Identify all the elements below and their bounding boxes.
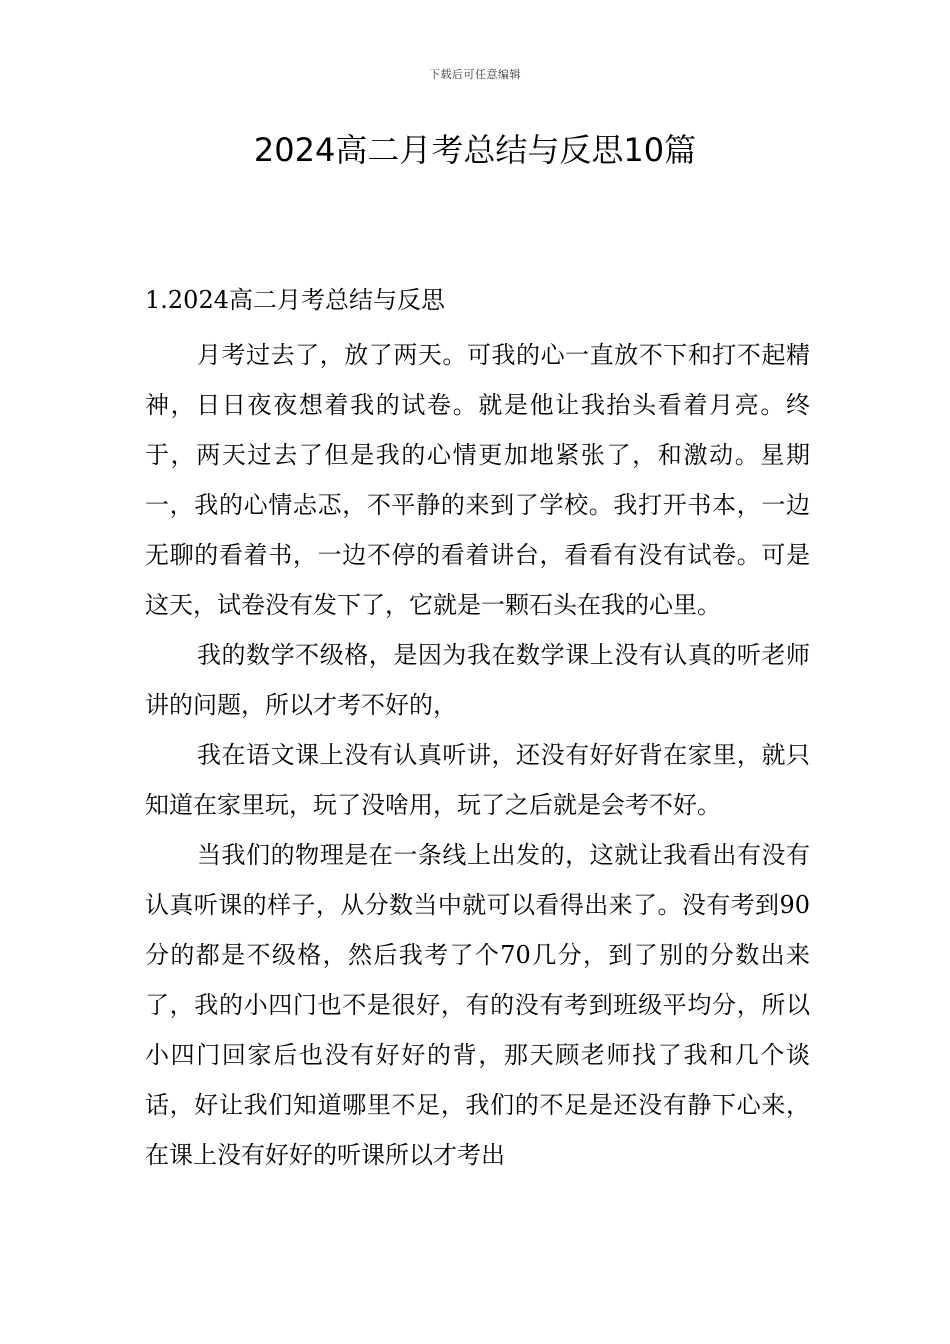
- section-heading: 1.2024高二月考总结与反思: [145, 286, 445, 314]
- paragraph: 我在语文课上没有认真听讲，还没有好好背在家里，就只知道在家里玩，玩了没啥用，玩了之后就是会考不好。: [145, 741, 810, 819]
- document-title: 2024高二月考总结与反思10篇: [253, 131, 697, 169]
- paragraph: 当我们的物理是在一条线上出发的，这就让我看出有没有认真听课的样子，从分数当中就可以看得出来了。没有考到90分的都是不级格，然后我考了个70几分，到了别的分数出来了，我的小四门也不是很好，有的没有考到班级平均分，所以小四门回家后也没有好好的背，那天顾老师找了我和几个谈话，好让我们知道哪里不足，我们的不足是还没有静下心来，在课上没有好好的听课所以才考出: [145, 841, 810, 1169]
- paragraph: 月考过去了，放了两天。可我的心一直放不下和打不起精神，日日夜夜想着我的试卷。就是他让我抬头看着月亮。终于，两天过去了但是我的心情更加地紧张了，和激动。星期一，我的心情忐忑，不平静的来到了学校。我打开书本，一边无聊的看着书，一边不停的看着讲台，看看有没有试卷。可是这天，试卷没有发下了，它就是一颗石头在我的心里。: [145, 341, 810, 619]
- paragraph: 我的数学不级格，是因为我在数学课上没有认真的听老师讲的问题，所以才考不好的，: [145, 641, 810, 719]
- document-body: [145, 280, 810, 1180]
- header-note: 下载后可任意编辑: [429, 68, 521, 81]
